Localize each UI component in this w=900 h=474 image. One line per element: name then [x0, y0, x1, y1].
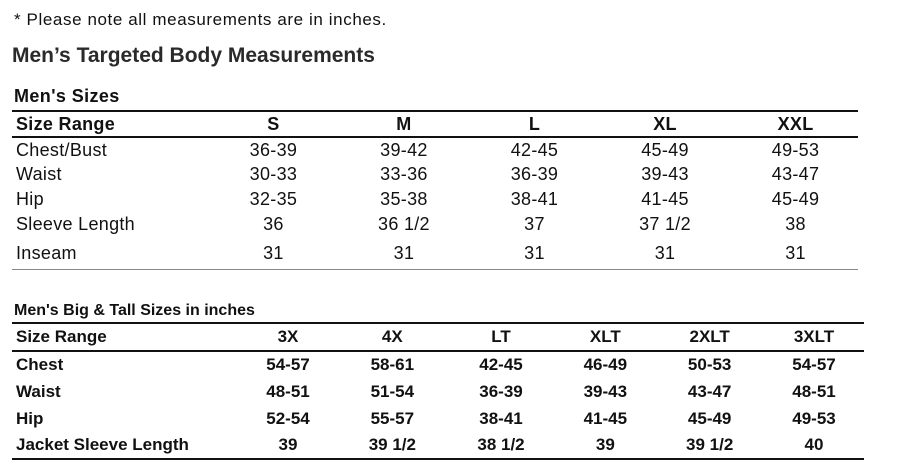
table-cell: 39-43: [641, 164, 689, 184]
column-header: XL: [597, 111, 733, 137]
column-header: XLT: [555, 323, 655, 351]
table-cell: 31: [472, 237, 597, 270]
table-cell: 51-54: [370, 381, 415, 401]
column-header: 3XLT: [764, 323, 864, 351]
table-cell: 39: [555, 432, 655, 459]
table-cell: 50-53: [687, 355, 732, 374]
table-cell: 37 1/2: [639, 214, 691, 234]
table-cell: 36-39: [479, 381, 523, 401]
table-cell: 42-45: [479, 355, 523, 374]
table-cell: 38 1/2: [447, 432, 556, 459]
table-cell: 31: [597, 237, 733, 270]
table-cell: 45-49: [641, 139, 689, 160]
table-cell: 38-41: [479, 408, 523, 428]
table-row: [12, 237, 858, 270]
page-title: Men’s Targeted Body Measurements: [12, 44, 375, 67]
mens-sizes-title: Men's Sizes: [14, 86, 120, 106]
table-cell: 39-43: [583, 381, 628, 401]
row-label: Hip: [16, 189, 44, 209]
table-cell: 30-33: [249, 164, 298, 184]
table-cell: 39-42: [380, 139, 428, 160]
table-cell: 42-45: [510, 139, 559, 160]
table-cell: 54-57: [792, 355, 836, 374]
table-cell: 48-51: [266, 381, 310, 401]
table-row: [12, 137, 858, 162]
row-label: Jacket Sleeve Length: [12, 432, 238, 459]
table-cell: 43-47: [687, 381, 732, 401]
table-cell: 33-36: [380, 164, 428, 184]
column-header: Size Range: [12, 323, 238, 351]
row-label: Inseam: [12, 237, 211, 270]
table-row: [12, 162, 858, 187]
column-header: 2XLT: [655, 323, 764, 351]
table-cell: 52-54: [266, 408, 310, 428]
table-cell: 39 1/2: [338, 432, 447, 459]
table-cell: 36-39: [510, 164, 559, 184]
table-cell: 48-51: [792, 381, 836, 401]
table-cell: 38-41: [510, 189, 559, 209]
column-header: 3X: [238, 323, 338, 351]
column-header: XXL: [733, 111, 858, 137]
table-row: [12, 187, 858, 212]
row-label: Chest: [16, 355, 64, 374]
table-cell: 49-53: [771, 139, 820, 160]
column-header: LT: [447, 323, 556, 351]
big-tall-title: Men's Big & Tall Sizes in inches: [14, 302, 255, 319]
table-cell: 54-57: [266, 355, 310, 374]
table-cell: 31: [733, 237, 858, 270]
table-cell: 38: [785, 214, 806, 234]
table-cell: 36 1/2: [378, 214, 430, 234]
table-cell: 31: [211, 237, 336, 270]
big-tall-table: [12, 322, 864, 460]
table-row: [12, 212, 858, 237]
table-cell: 35-38: [380, 189, 428, 209]
table-cell: 31: [336, 237, 472, 270]
column-header: 4X: [338, 323, 447, 351]
table-row: [12, 405, 864, 432]
table-cell: 45-49: [687, 408, 732, 428]
column-header: L: [472, 111, 597, 137]
table-cell: 55-57: [370, 408, 415, 428]
table-row: [12, 432, 864, 459]
table-cell: 45-49: [771, 189, 820, 209]
table-cell: 39 1/2: [655, 432, 764, 459]
column-header: M: [336, 111, 472, 137]
table-row: [12, 378, 864, 405]
mens-sizes-table: [12, 110, 858, 270]
table-cell: 40: [764, 432, 864, 459]
row-label: Hip: [16, 408, 44, 428]
table-cell: 36-39: [249, 139, 298, 160]
table-cell: 36: [263, 214, 284, 234]
table-cell: 49-53: [792, 408, 836, 428]
table-cell: 32-35: [249, 189, 298, 209]
row-label: Sleeve Length: [16, 214, 135, 234]
table-header-row: [12, 323, 864, 351]
table-cell: 37: [524, 214, 545, 234]
table-cell: 39: [238, 432, 338, 459]
table-cell: 43-47: [771, 164, 820, 184]
row-label: Chest/Bust: [16, 139, 108, 160]
row-label: Waist: [16, 164, 62, 184]
table-cell: 58-61: [370, 355, 415, 374]
column-header: Size Range: [12, 111, 211, 137]
table-row: [12, 351, 864, 378]
column-header: S: [211, 111, 336, 137]
table-cell: 41-45: [641, 189, 689, 209]
table-header-row: [12, 111, 858, 137]
measurement-note: * Please note all measurements are in inches.: [14, 10, 387, 29]
row-label: Waist: [16, 381, 61, 401]
table-cell: 46-49: [583, 355, 628, 374]
table-cell: 41-45: [583, 408, 628, 428]
